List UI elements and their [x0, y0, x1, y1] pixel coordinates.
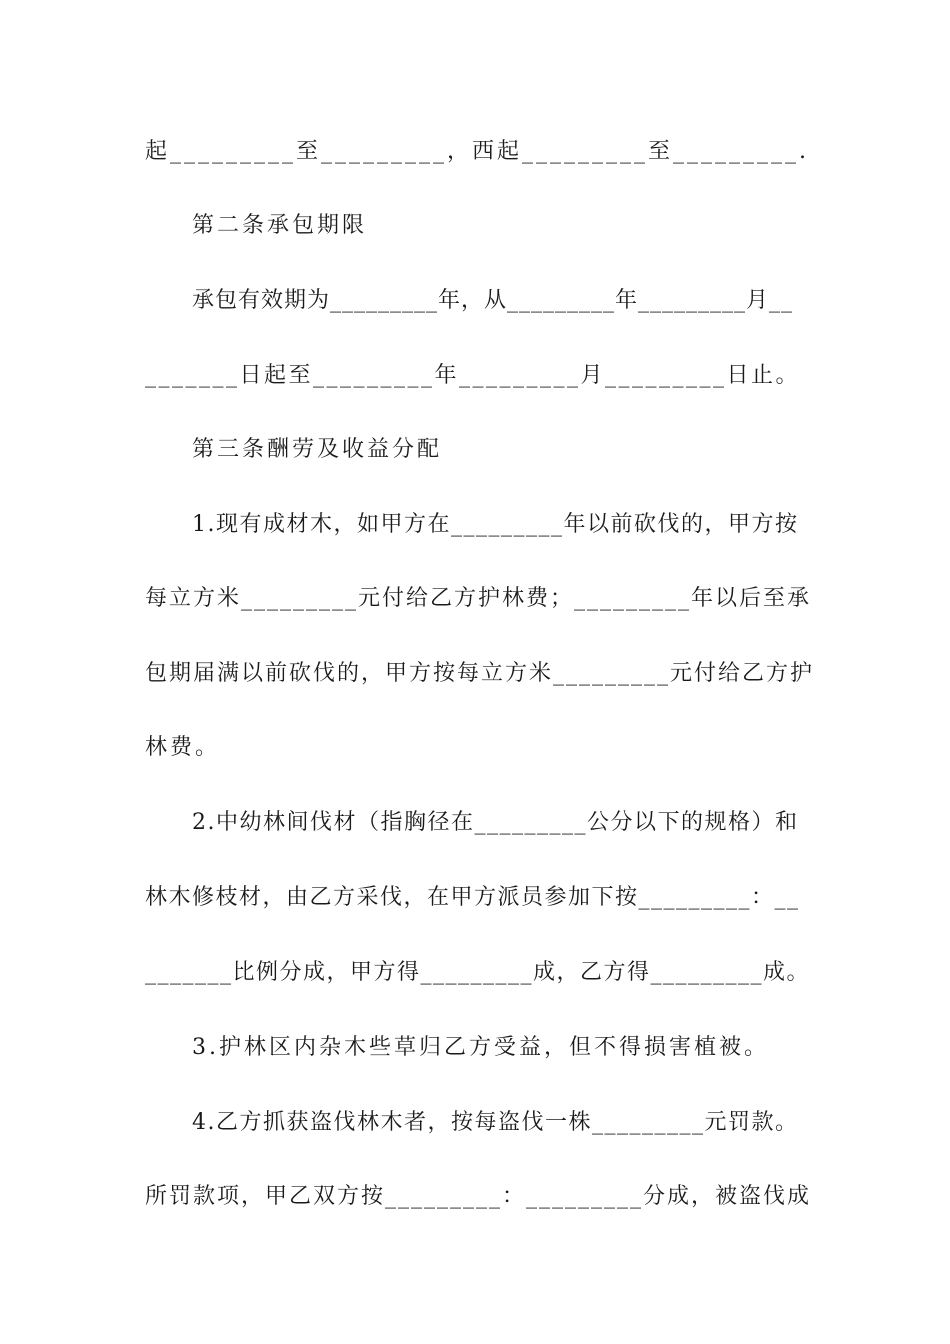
- text-line: _______日起至_________年_________月_________日止。: [145, 363, 801, 388]
- text-line: 4.乙方抓获盗伐林木者，按每盗伐一株_________元罚款。: [192, 1110, 799, 1135]
- text-line: 林木修枝材，由乙方采伐，在甲方派员参加下按_________：__: [145, 885, 800, 910]
- section-heading: 第三条酬劳及收益分配: [192, 437, 443, 462]
- text-line: 起_________至_________，西起_________至_________.: [145, 139, 809, 164]
- section-heading: 第二条承包期限: [192, 213, 368, 238]
- text-line: 1.现有成材木，如甲方在_________年以前砍伐的，甲方按: [192, 512, 799, 537]
- text-line: 3.护林区内杂木些草归乙方受益，但不得损害植被。: [192, 1035, 769, 1060]
- text-line: _______比例分成，甲方得_________成，乙方得_________成。: [145, 960, 811, 985]
- text-line: 包期届满以前砍伐的，甲方按每立方米_________元付给乙方护: [145, 661, 815, 686]
- text-line: 承包有效期为_________年，从_________年_________月__: [192, 288, 794, 313]
- text-line: 所罚款项，甲乙双方按_________：_________分成，被盗伐成: [145, 1184, 812, 1209]
- text-line: 林费。: [145, 735, 221, 760]
- text-line: 2.中幼林间伐材（指胸径在_________公分以下的规格）和: [192, 810, 799, 835]
- text-line: 每立方米_________元付给乙方护林费；_________年以后至承: [145, 586, 812, 611]
